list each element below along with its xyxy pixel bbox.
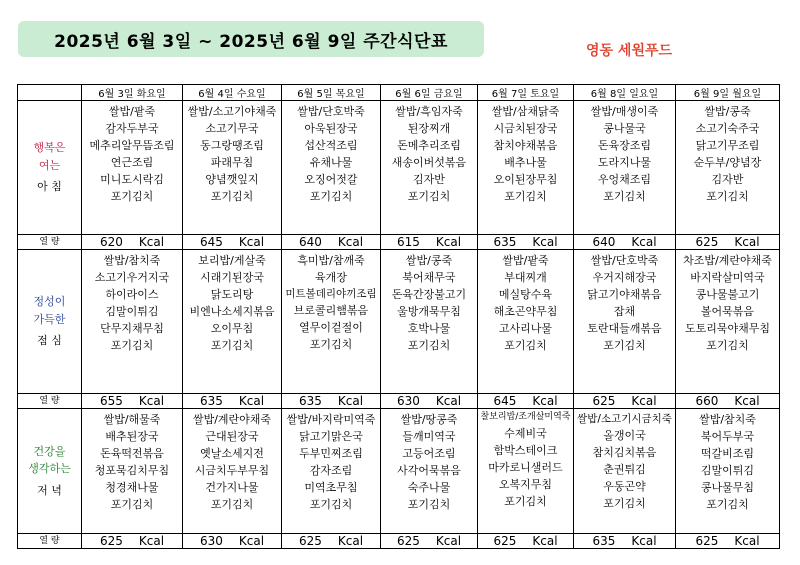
menu-cell	[478, 409, 574, 534]
menu-item: 오이된장무침	[493, 173, 558, 187]
menu-item: 포기김치	[210, 498, 254, 512]
calorie-cell	[574, 235, 676, 250]
menu-item: 북어채무국	[402, 271, 456, 285]
dinner-calorie-row	[18, 534, 780, 549]
menu-item: 청경채나물	[105, 481, 159, 495]
calorie-value: 625	[695, 235, 719, 249]
calorie-value: 630	[396, 394, 420, 408]
weekly-menu-table	[17, 84, 780, 549]
menu-item: 숙주나물	[407, 481, 451, 495]
menu-item: 올갱이국	[603, 429, 646, 443]
calorie-cell	[282, 534, 381, 549]
menu-item: 돈육장조림	[597, 139, 652, 153]
menu-cell	[282, 101, 381, 235]
menu-item: 보리밥/게살죽	[198, 254, 266, 267]
calorie-value: 660	[695, 394, 719, 408]
menu-cell	[574, 250, 676, 394]
menu-item: 유채나물	[309, 156, 353, 170]
calorie-unit: Kcal	[734, 534, 760, 548]
calorie-unit: Kcal	[734, 235, 760, 249]
calorie-cell	[82, 235, 183, 250]
menu-cell	[282, 250, 381, 394]
menu-item: 볼어묵볶음	[700, 305, 755, 319]
calorie-cell	[282, 394, 381, 409]
menu-cell	[381, 409, 478, 534]
calorie-unit: Kcal	[138, 534, 165, 548]
menu-item: 포기김치	[309, 498, 353, 512]
menu-item: 우동곤약	[603, 480, 646, 494]
calorie-value: 625	[298, 534, 322, 548]
calorie-unit: Kcal	[532, 394, 558, 408]
menu-item: 양념깻잎지	[205, 173, 259, 187]
menu-item: 연근조림	[110, 156, 154, 170]
meal-label-line: 가득한	[33, 312, 66, 326]
menu-item: 북어두부국	[700, 430, 755, 444]
menu-item: 포기김치	[407, 190, 451, 204]
menu-item: 소고기우거지국	[94, 271, 170, 285]
meal-label-line: 건강을	[33, 444, 66, 458]
calorie-value: 635	[493, 235, 517, 249]
menu-cell	[82, 250, 183, 394]
menu-item: 미트볼데리야끼조림	[285, 288, 377, 301]
calorie-cell	[183, 394, 282, 409]
menu-item: 도토리묵야채무침	[684, 322, 770, 336]
calorie-label: 열 량	[18, 235, 82, 250]
menu-item: 배추된장국	[105, 430, 159, 444]
menu-cell	[478, 250, 574, 394]
calorie-unit: Kcal	[532, 235, 558, 249]
menu-item: 포기김치	[603, 497, 646, 511]
menu-item: 참치야채볶음	[493, 139, 558, 153]
menu-item: 시금치된장국	[493, 122, 558, 136]
calorie-value: 635	[592, 534, 616, 548]
day-header: 6월 8일 일요일	[574, 85, 676, 101]
meal-label-line: 행복은	[33, 141, 66, 155]
menu-item: 두부민찌조림	[299, 447, 363, 461]
menu-item: 포기김치	[210, 339, 254, 353]
calorie-cell	[478, 235, 574, 250]
menu-item: 흑미밥/참깨죽	[297, 254, 365, 267]
lunch-label	[18, 250, 82, 394]
menu-item: 닭고기무조림	[695, 139, 760, 153]
calorie-value: 655	[99, 394, 123, 408]
menu-item: 우거지해장국	[592, 271, 657, 285]
lunch-calorie-row	[18, 394, 780, 409]
menu-item: 수제비국	[504, 426, 547, 440]
menu-item: 된장찌개	[407, 122, 451, 136]
calorie-unit: Kcal	[238, 235, 265, 249]
menu-item: 쌀밥/땅콩죽	[400, 413, 458, 426]
menu-item: 토란대들깨볶음	[587, 322, 662, 336]
menu-item: 포기김치	[603, 339, 646, 353]
menu-item: 감자두부국	[105, 122, 159, 136]
menu-item: 차조밥/계란야채죽	[683, 254, 772, 267]
menu-item: 포기김치	[110, 190, 154, 204]
corner-cell	[18, 85, 82, 101]
menu-item: 비엔나소세지볶음	[189, 305, 275, 319]
calorie-unit: Kcal	[631, 394, 657, 408]
menu-item: 메추리알무뜸조림	[89, 139, 175, 153]
calorie-value: 645	[199, 235, 223, 249]
calorie-cell	[574, 534, 676, 549]
dinner-menu-row	[18, 409, 780, 534]
menu-item: 오이무침	[210, 322, 254, 336]
menu-item: 우엉채조림	[597, 173, 652, 187]
calorie-cell	[381, 534, 478, 549]
menu-item: 사각어묵볶음	[397, 464, 461, 478]
menu-item: 시금치두부무침	[194, 464, 270, 478]
menu-title: 2025년 6월 3일 ~ 2025년 6월 9일 주간식단표	[18, 21, 484, 57]
calorie-cell	[282, 235, 381, 250]
menu-item: 콩나물불고기	[695, 288, 760, 302]
menu-cell	[381, 101, 478, 235]
calorie-unit: Kcal	[238, 534, 265, 548]
menu-item: 쌀밥/소고기야채죽	[187, 105, 277, 118]
calorie-unit: Kcal	[435, 394, 462, 408]
calorie-cell	[183, 534, 282, 549]
menu-item: 참치김치볶음	[592, 446, 657, 460]
menu-item: 쌀밥/매생이죽	[590, 105, 659, 118]
day-header: 6월 5일 목요일	[282, 85, 381, 101]
menu-item: 쌀밥/콩죽	[405, 254, 453, 267]
calorie-label: 열 량	[18, 394, 82, 409]
menu-item: 배추나물	[504, 156, 547, 170]
menu-item: 돈육떡전볶음	[100, 447, 164, 461]
menu-item: 포기김치	[504, 495, 547, 509]
calorie-unit: Kcal	[631, 235, 657, 249]
calorie-value: 640	[592, 235, 616, 249]
menu-item: 도라지나물	[597, 156, 652, 170]
menu-item: 쌀밥/단호박죽	[590, 254, 659, 267]
calorie-value: 640	[298, 235, 322, 249]
menu-item: 포기김치	[407, 339, 451, 353]
day-header: 6월 7일 토요일	[478, 85, 574, 101]
menu-item: 포기김치	[407, 498, 451, 512]
calorie-value: 625	[695, 534, 719, 548]
menu-item: 떡갈비조림	[700, 447, 755, 461]
menu-item: 포기김치	[309, 338, 353, 352]
menu-item: 부대찌개	[504, 271, 547, 285]
menu-item: 콩나물무침	[700, 481, 755, 495]
calorie-unit: Kcal	[337, 235, 364, 249]
menu-cell	[676, 250, 780, 394]
menu-item: 쌀밥/팥죽	[502, 254, 549, 267]
menu-item: 포기김치	[110, 339, 154, 353]
menu-item: 감자조림	[309, 464, 353, 478]
menu-cell	[183, 101, 282, 235]
calorie-label: 열 량	[18, 534, 82, 549]
meal-label-line: 아 침	[37, 180, 62, 194]
menu-cell	[282, 409, 381, 534]
calorie-cell	[574, 394, 676, 409]
calorie-unit: Kcal	[532, 534, 558, 548]
menu-item: 미니도시락김	[100, 173, 164, 187]
menu-item: 쌀밥/흑임자죽	[395, 105, 463, 118]
menu-item: 하이라이스	[105, 288, 159, 302]
menu-item: 시래기된장국	[200, 271, 264, 285]
menu-item: 오징어젓갈	[304, 173, 358, 187]
calorie-value: 635	[199, 394, 223, 408]
calorie-unit: Kcal	[631, 534, 657, 548]
menu-item: 순두부/양념장	[693, 156, 762, 170]
menu-item: 김자반	[711, 173, 744, 187]
meal-label-line: 점 심	[37, 334, 62, 348]
day-header: 6월 4일 수요일	[183, 85, 282, 101]
menu-item: 옛날소세지전	[200, 447, 264, 461]
menu-item: 메실탕수육	[498, 288, 553, 302]
menu-item: 쌀밥/참치죽	[699, 413, 756, 426]
menu-item: 함박스테이크	[493, 443, 558, 457]
calorie-value: 625	[592, 394, 616, 408]
calorie-cell	[676, 534, 780, 549]
menu-item: 해초곤약무침	[493, 305, 558, 319]
menu-item: 육개장	[315, 271, 347, 285]
menu-item: 닭고기맑은국	[299, 430, 363, 444]
menu-item: 쌀밥/콩죽	[704, 105, 751, 118]
menu-item: 소고기숙주국	[695, 122, 760, 136]
menu-cell	[574, 101, 676, 235]
menu-cell	[82, 101, 183, 235]
menu-cell	[574, 409, 676, 534]
menu-item: 김말이튀김	[105, 305, 159, 319]
menu-item: 포기김치	[706, 190, 749, 204]
menu-item: 마카로니샐러드	[488, 461, 563, 475]
calorie-value: 635	[298, 394, 322, 408]
calorie-value: 625	[493, 534, 517, 548]
company-name: 영동 세원푸드	[586, 43, 673, 59]
menu-item: 쌀밥/바지락미역죽	[286, 413, 376, 426]
dinner-label	[18, 409, 82, 534]
menu-item: 닭도리탕	[210, 288, 254, 302]
calorie-unit: Kcal	[238, 394, 265, 408]
menu-item: 단무지채무침	[100, 322, 164, 336]
menu-item: 청포묵김치무침	[94, 464, 170, 478]
menu-item: 섭산적조림	[304, 139, 358, 153]
breakfast-label	[18, 101, 82, 235]
menu-item: 포기김치	[504, 339, 547, 353]
menu-item: 잡채	[613, 305, 636, 319]
meal-label-line: 정성이	[33, 295, 66, 309]
meal-label-line: 여는	[38, 158, 61, 172]
meal-label-line: 생각하는	[28, 462, 71, 476]
calorie-cell	[381, 394, 478, 409]
menu-item: 들깨미역국	[402, 430, 456, 444]
menu-cell	[183, 250, 282, 394]
calorie-unit: Kcal	[138, 394, 165, 408]
menu-item: 콩나물국	[603, 122, 646, 136]
menu-cell	[82, 409, 183, 534]
menu-cell	[381, 250, 478, 394]
calorie-cell	[478, 534, 574, 549]
calorie-value: 630	[199, 534, 223, 548]
menu-item: 쌀밥/계란야채죽	[192, 413, 272, 426]
menu-item: 쌀밥/해물죽	[103, 413, 161, 426]
menu-cell	[478, 101, 574, 235]
calorie-cell	[676, 394, 780, 409]
menu-item: 고등어조림	[402, 447, 456, 461]
menu-item: 포기김치	[309, 190, 353, 204]
calorie-unit: Kcal	[734, 394, 760, 408]
calorie-cell	[82, 534, 183, 549]
calorie-cell	[381, 235, 478, 250]
lunch-menu-row	[18, 250, 780, 394]
menu-item: 파래무침	[210, 156, 254, 170]
menu-item: 동그랑땡조림	[200, 139, 264, 153]
menu-item: 건가지나물	[205, 481, 259, 495]
menu-item: 김말이튀김	[700, 464, 755, 478]
menu-item: 포기김치	[706, 339, 749, 353]
meal-label-line: 저 녁	[37, 483, 62, 497]
calorie-unit: Kcal	[435, 534, 462, 548]
menu-item: 포기김치	[504, 190, 547, 204]
calorie-value: 645	[493, 394, 517, 408]
calorie-cell	[183, 235, 282, 250]
menu-item: 김자반	[413, 173, 445, 187]
menu-item: 쌀밥/삼채닭죽	[491, 105, 560, 118]
calorie-unit: Kcal	[337, 394, 364, 408]
menu-item: 바지락살미역국	[690, 271, 765, 285]
day-header-row	[18, 85, 780, 101]
day-header: 6월 6일 금요일	[381, 85, 478, 101]
calorie-value: 625	[396, 534, 420, 548]
day-header: 6월 3일 화요일	[82, 85, 183, 101]
menu-item: 춘권튀김	[603, 463, 646, 477]
menu-item: 오복지무침	[498, 478, 553, 492]
menu-item: 열무이겉절이	[299, 321, 363, 335]
menu-item: 쌀밥/소고기시금치죽	[577, 413, 672, 425]
calorie-value: 620	[99, 235, 123, 249]
breakfast-calorie-row	[18, 235, 780, 250]
breakfast-menu-row	[18, 101, 780, 235]
menu-item: 아욱된장국	[304, 122, 358, 136]
calorie-cell	[82, 394, 183, 409]
menu-item: 돈육간장불고기	[391, 288, 467, 302]
menu-item: 포기김치	[110, 498, 154, 512]
menu-item: 새송이버섯볶음	[391, 156, 467, 170]
menu-item: 찰보리밥/조개살미역죽	[480, 412, 571, 422]
day-header: 6월 9일 월요일	[676, 85, 780, 101]
menu-item: 닭고기야채볶음	[587, 288, 662, 302]
menu-cell	[676, 409, 780, 534]
menu-item: 포기김치	[706, 498, 749, 512]
menu-item: 근대된장국	[205, 430, 259, 444]
menu-item: 호박나물	[407, 322, 451, 336]
menu-item: 브로콜리햄볶음	[293, 304, 369, 318]
menu-cell	[676, 101, 780, 235]
menu-item: 돈메추리조림	[397, 139, 461, 153]
calorie-value: 625	[99, 534, 123, 548]
calorie-cell	[478, 394, 574, 409]
menu-item: 소고기무국	[205, 122, 259, 136]
menu-item: 쌀밥/팥죽	[108, 105, 156, 118]
calorie-unit: Kcal	[435, 235, 462, 249]
menu-item: 고사리나물	[498, 322, 553, 336]
calorie-cell	[676, 235, 780, 250]
calorie-unit: Kcal	[337, 534, 364, 548]
menu-item: 쌀밥/참치죽	[103, 254, 161, 267]
menu-cell	[183, 409, 282, 534]
calorie-value: 615	[396, 235, 420, 249]
menu-item: 미역초무침	[304, 481, 358, 495]
menu-item: 쌀밥/단호박죽	[297, 105, 365, 118]
menu-item: 포기김치	[210, 190, 254, 204]
menu-item: 울방개묵무침	[397, 305, 461, 319]
calorie-unit: Kcal	[138, 235, 165, 249]
menu-item: 포기김치	[603, 190, 646, 204]
